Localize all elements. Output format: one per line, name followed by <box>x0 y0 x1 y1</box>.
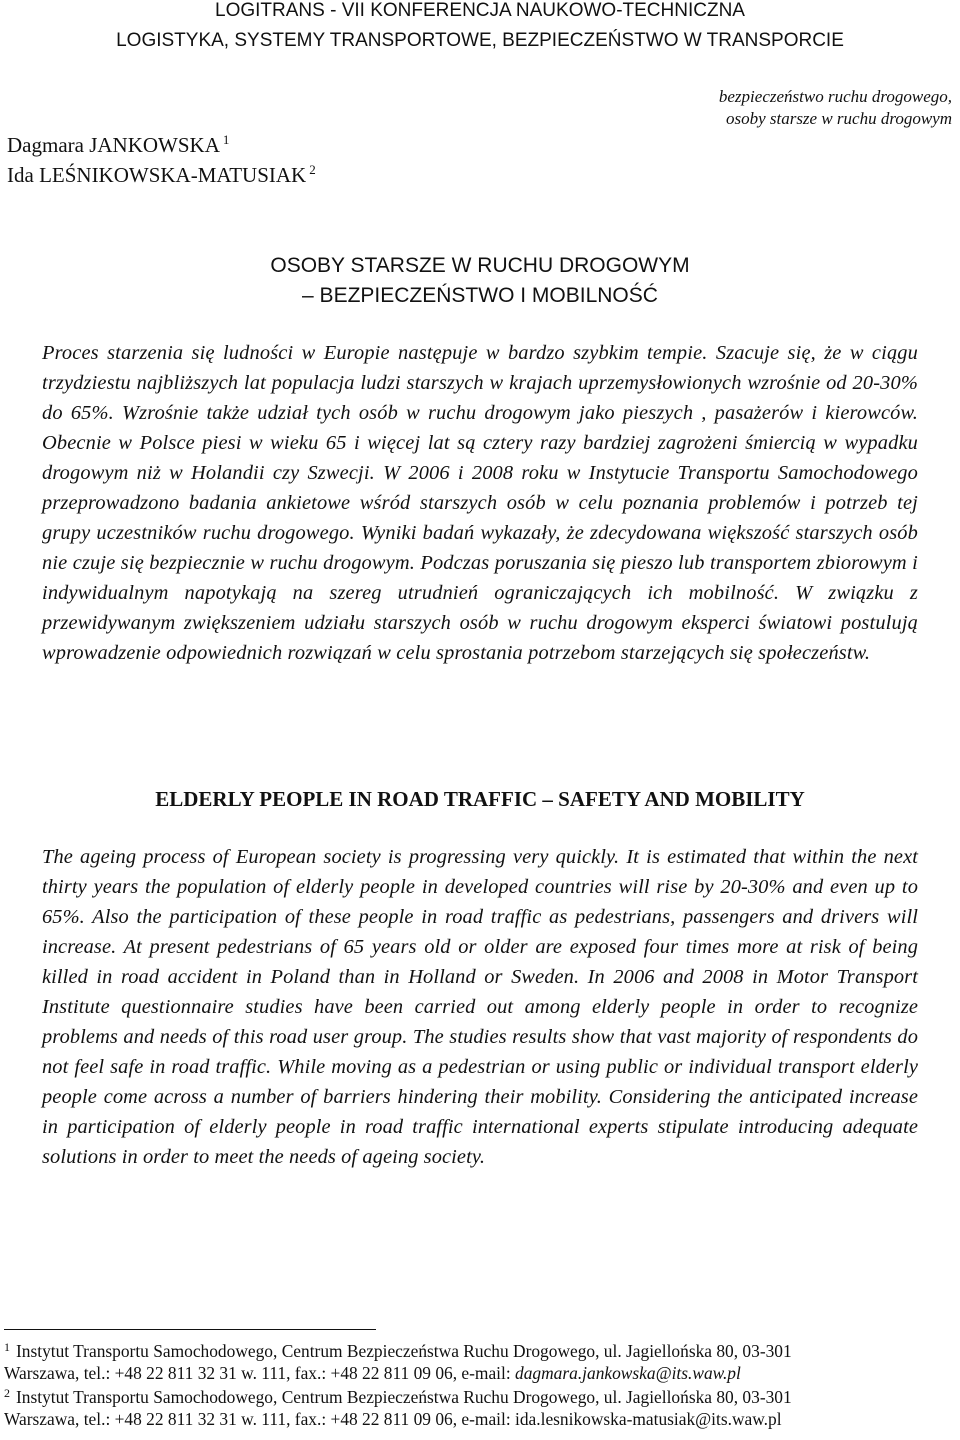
footnote-contact: Warszawa, tel.: +48 22 811 32 31 w. 111, fax.: +48 22 811 09 06, e-mail: <box>4 1363 516 1383</box>
keywords <box>719 86 952 130</box>
footnote-marker: 2 <box>4 1386 10 1400</box>
footnote-separator <box>4 1329 376 1330</box>
footnote-marker: 1 <box>4 1340 10 1354</box>
abstract-pl: Proces starzenia się ludności w Europie następuje w bardzo szybkim tempie. Szacuje się, że w ciągu trzydziestu najbliższych lat populacja ludzi starszych w krajach uprzemysłowionych wzrośnie od 20-30% do 65%. Wzrośnie także udział tych osób w ruchu drogowym jako pieszych , pasażerów i kierowców. Obecnie w Polsce piesi w wieku 65 i więcej lat są cztery razy bardziej zagrożeni śmiercią w wypadku drogowym niż w Holandii czy Szwecji. W 2006 i 2008 roku w Instytucie Transportu Samochodowego przeprowadzono badania ankietowe wśród starszych osób w celu poznania problemów i potrzeb tej grupy uczestników ruchu drogowego. Wyniki badań wykazały, że zdecydowana większość starszych osób nie czuje się bezpiecznie w ruchu drogowym. Podczas poruszania się pieszo lub transportem zbiorowym i indywidualnym napotykają na szereg utrudnień ograniczających ich mobilność. W związku z przewidywanym zwiększeniem udziału starszych osób w ruchu drogowym eksperci światowi postulują wprowadzenie odpowiednich rozwiązań w celu sprostania potrzebom starzejących się społeczeństw. <box>42 342 918 664</box>
author-2 <box>7 160 316 190</box>
footnote-address: Instytut Transportu Samochodowego, Centrum Bezpieczeństwa Ruchu Drogowego, ul. Jagiellońska 80, 03-301 <box>16 1341 792 1361</box>
paper-title-en: ELDERLY PEOPLE IN ROAD TRAFFIC – SAFETY AND MOBILITY <box>155 787 805 811</box>
keyword-line-2: osoby starsze w ruchu drogowym <box>725 109 952 128</box>
footnote-address: Instytut Transportu Samochodowego, Centrum Bezpieczeństwa Ruchu Drogowego, ul. Jagiellońska 80, 03-301 <box>16 1387 792 1407</box>
author-1 <box>7 130 316 160</box>
paper-title-pl <box>0 251 960 311</box>
footnote-email[interactable]: dagmara.jankowska@its.waw.pl <box>515 1363 741 1383</box>
footnote-1 <box>4 1340 792 1384</box>
author-name: Ida LEŚNIKOWSKA-MATUSIAK <box>7 163 307 187</box>
abstract-en: The ageing process of European society is progressing very quickly. It is estimated that within the next thirty years the population of elderly people in developed countries will rise by 20-30% and even up to 65%. Also the participation of these people in road traffic as pedestrians, passengers and drivers will increase. At present pedestrians of 65 years old or older are exposed four times more at risk of being killed in road accident in Poland than in Holland or Sweden. In 2006 and 2008 in Motor Transport Institute questionnaire studies have been carried out among elderly people in order to recognize problems and needs of this road user group. The studies results show that vast majority of respondents do not feel safe in road traffic. While moving as a pedestrian or using public or individual transport elderly people come across a number of barriers hindering their mobility. Considering the anticipated increase in participation of elderly people in road traffic international experts stipulate introducing adequate solutions in order to meet the needs of ageing society. <box>42 846 918 1168</box>
title-pl-line-2: – BEZPIECZEŃSTWO I MOBILNOŚĆ <box>302 284 658 307</box>
author-list <box>7 130 316 190</box>
affiliation-marker: 2 <box>309 162 316 177</box>
footnote-email[interactable]: ida.lesnikowska-matusiak@its.waw.pl <box>515 1409 782 1429</box>
conference-header-line-1: LOGITRANS - VII KONFERENCJA NAUKOWO-TECHNICZNA <box>215 0 745 21</box>
keyword-line-1: bezpieczeństwo ruchu drogowego, <box>718 87 952 106</box>
affiliation-marker: 1 <box>222 132 230 147</box>
author-name: Dagmara JANKOWSKA <box>7 133 220 157</box>
footnote-contact: Warszawa, tel.: +48 22 811 32 31 w. 111, fax.: +48 22 811 09 06, e-mail: <box>4 1409 516 1429</box>
footnote-2 <box>4 1386 792 1430</box>
title-pl-line-1: OSOBY STARSZE W RUCHU DROGOWYM <box>270 254 690 277</box>
conference-header-line-2: LOGISTYKA, SYSTEMY TRANSPORTOWE, BEZPIECZEŃSTWO W TRANSPORCIE <box>116 30 844 51</box>
